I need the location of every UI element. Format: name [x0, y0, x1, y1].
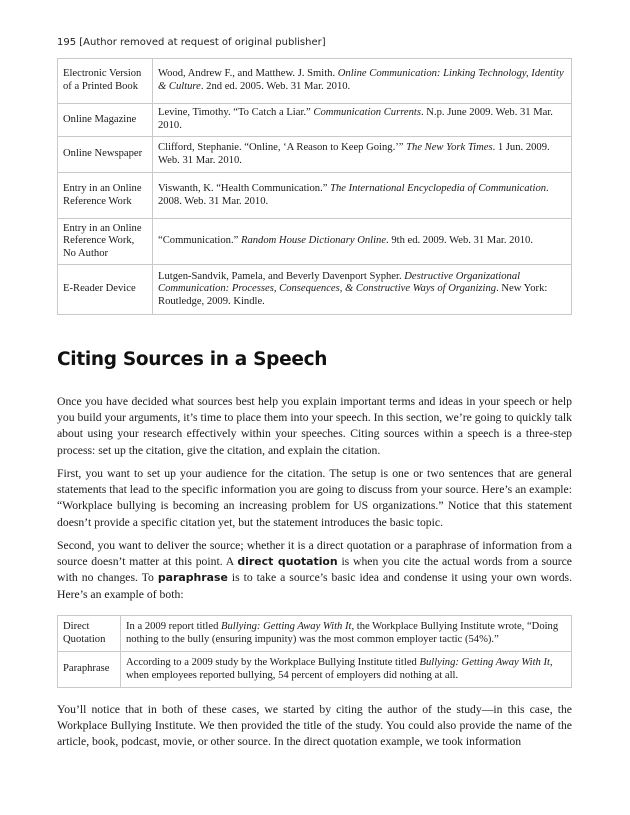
term-direct-quotation: direct quotation	[237, 555, 338, 569]
body-paragraph: Second, you want to deliver the source; whether it is a direct quotation or a paraphrase of information from a source doesn’t matter at this point. A direct quotation is when you cite the actual words from a source with no changes. To paraphrase is to take a source’s basic idea and condense it using your own words. Here’s an example of both:	[57, 539, 573, 601]
source-type-cell: Entry in an Online Reference Work	[58, 173, 153, 219]
table-row	[58, 652, 572, 688]
source-type-cell: E-Reader Device	[58, 265, 153, 315]
citation-cell: Levine, Timothy. “To Catch a Liar.” Communication Currents. N.p. June 2009. Web. 31 Mar. 2010.	[153, 104, 572, 137]
table-row	[58, 173, 572, 219]
body-paragraph: You’ll notice that in both of these cases, we started by citing the author of the study—in this case, the Workplace Bullying Institute. We then provided the title of the study. You could also provide the name of the article, book, podcast, movie, or other source. In the direct quotation example, we took information	[57, 703, 572, 749]
quotation-example-table	[57, 615, 572, 688]
term-paraphrase: paraphrase	[157, 571, 228, 585]
table-row	[58, 59, 572, 104]
citation-cell: “Communication.” Random House Dictionary Online. 9th ed. 2009. Web. 31 Mar. 2010.	[153, 219, 572, 265]
source-type-cell: Online Newspaper	[58, 137, 153, 173]
body-paragraph: First, you want to set up your audience for the citation. The setup is one or two sentences that are general statements that lead to the specific information you are going to discuss from your source. Here’s an example: “Workplace bullying is becoming an increasing problem for US organizations.” Notice that this statement doesn’t provide a specific citation yet, but the statement introduces the basic topic.	[57, 467, 572, 529]
citation-cell: Lutgen-Sandvik, Pamela, and Beverly Davenport Sypher. Destructive Organizational Communication: Processes, Consequences, & Constructive Ways of Organizing. New York: Routledge, 2009. Kindle.	[153, 265, 572, 315]
source-type-cell: Electronic Version of a Printed Book	[58, 59, 153, 104]
source-type-cell: Online Magazine	[58, 104, 153, 137]
table-row	[58, 137, 572, 173]
running-head: 195 [Author removed at request of original publisher]	[57, 37, 326, 48]
table-row	[58, 104, 572, 137]
section-title: Citing Sources in a Speech	[57, 349, 328, 370]
example-text-cell: In a 2009 report titled Bullying: Getting Away With It, the Workplace Bullying Institute wrote, “Doing nothing to the bully (ensuring impunity) was the most common employer tactic (54%).”	[121, 616, 572, 652]
body-paragraph: Once you have decided what sources best help you explain important terms and ideas in your speech or help you build your arguments, it’s time to place them into your speech. In this section, we’re going to quickly talk about using your research effectively within your speeches. Citing sources within a speech is a three-step process: set up the citation, give the citation, and explain the citation.	[57, 395, 572, 457]
table-row	[58, 219, 572, 265]
citation-cell: Clifford, Stephanie. “Online, ‘A Reason to Keep Going.’” The New York Times. 1 Jun. 2009. Web. 31 Mar. 2010.	[153, 137, 572, 173]
citation-cell: Wood, Andrew F., and Matthew. J. Smith. Online Communication: Linking Technology, Identity & Culture. 2nd ed. 2005. Web. 31 Mar. 2010.	[153, 59, 572, 104]
table-row	[58, 616, 572, 652]
citation-format-table	[57, 58, 572, 315]
citation-cell: Viswanth, K. “Health Communication.” The International Encyclopedia of Communication. 2008. Web. 31 Mar. 2010.	[153, 173, 572, 219]
example-text-cell: According to a 2009 study by the Workplace Bullying Institute titled Bullying: Getting Away With It, when employees reported bullying, 54 percent of employers did nothing at all.	[121, 652, 572, 688]
example-type-cell: Direct Quotation	[58, 616, 121, 652]
source-type-cell: Entry in an Online Reference Work, No Author	[58, 219, 153, 265]
table-row	[58, 265, 572, 315]
example-type-cell: Paraphrase	[58, 652, 121, 688]
